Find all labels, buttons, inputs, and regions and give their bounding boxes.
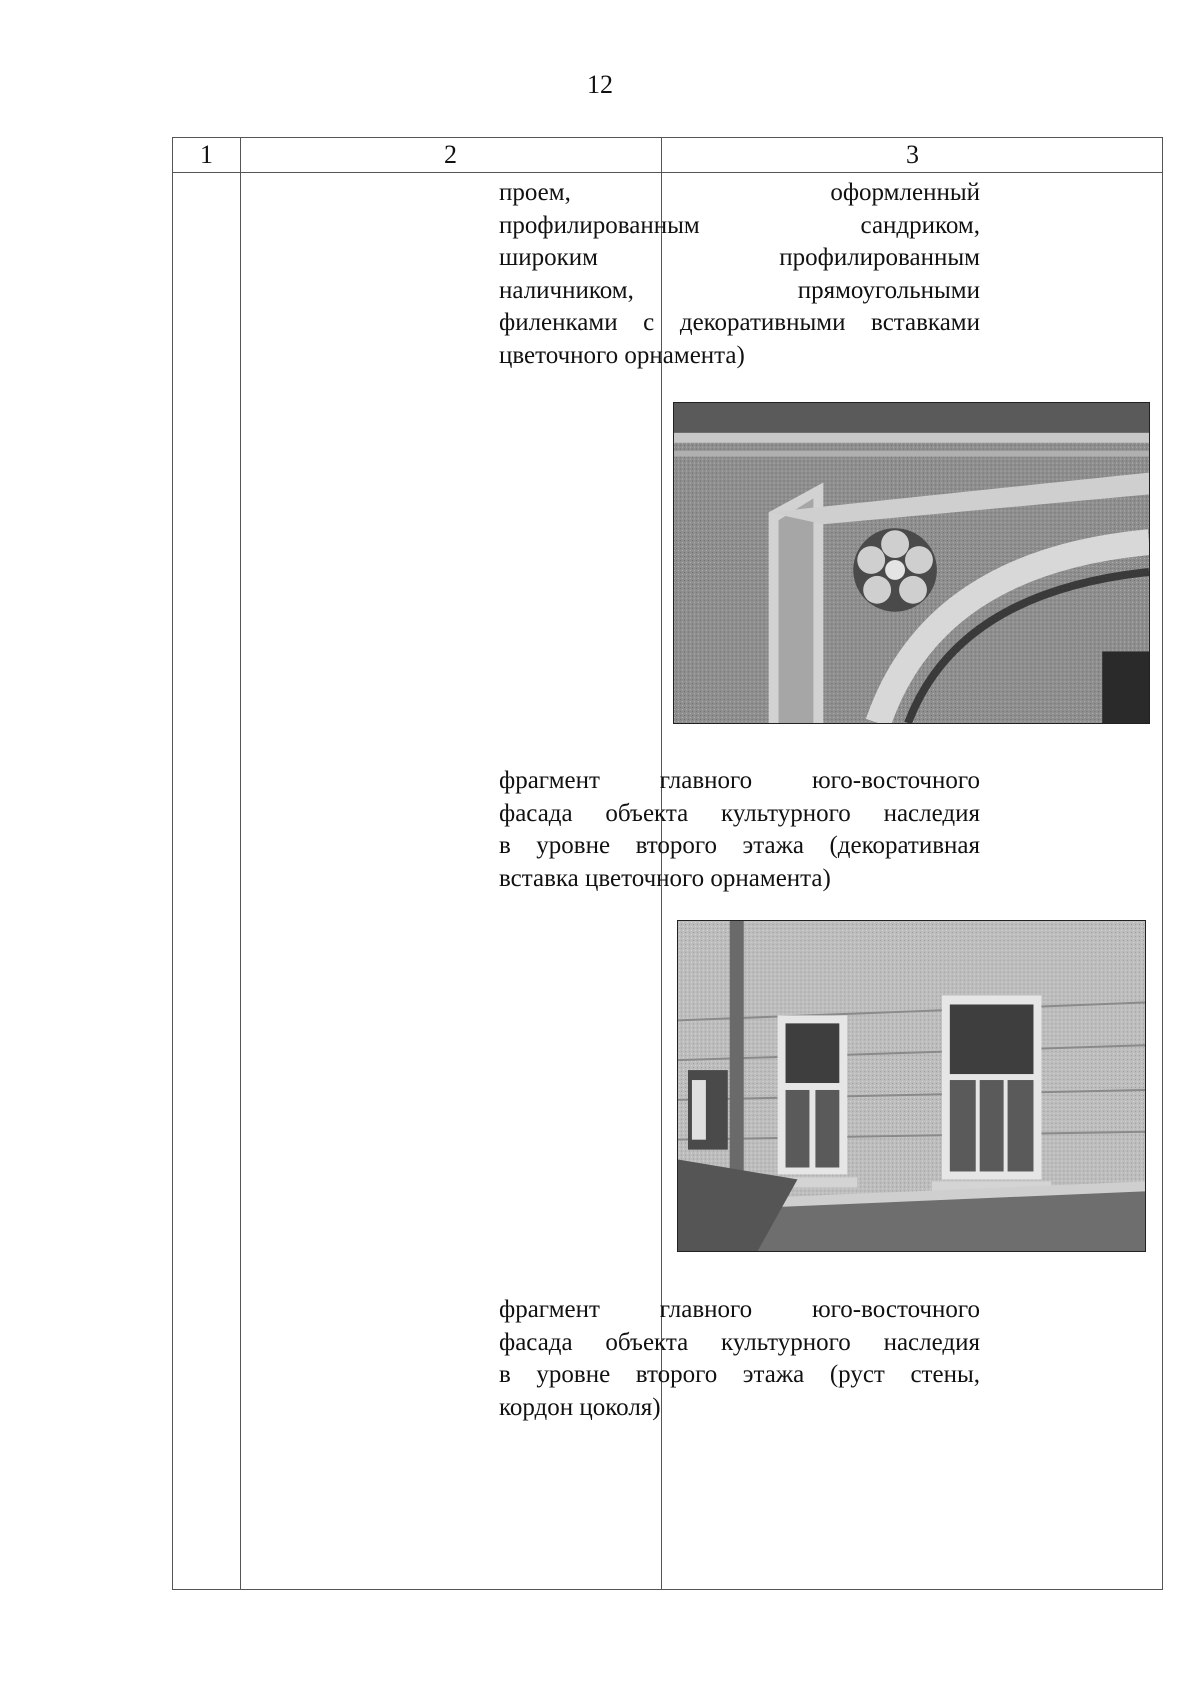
text-line: фасада объекта культурного наследия [499,799,980,827]
text-line: в уровне второго этажа (руст стены, [499,1361,980,1388]
text-line: филенками с декоративными вставками [499,309,980,336]
text-line: кордон цоколя) [499,1393,661,1421]
photo-caption-2 [499,1294,980,1424]
text-line: фасада объекта культурного наследия [499,1328,980,1356]
column-header-1: 1 [200,140,213,169]
photo-caption-1 [499,765,980,895]
facade-ornament-photo [673,402,1150,724]
text-line: наличником, прямоугольными [499,276,980,304]
text-line: проем, оформленный [499,179,980,206]
text-line: фрагмент главного юго-восточного [499,767,980,794]
facade-fragment-windows-photo-icon [678,921,1145,1251]
facade-fragment-floral-ornament-photo-icon [674,403,1149,723]
text-line: профилированным сандриком, [499,211,980,239]
text-line: в уровне второго этажа (декоративная [499,832,980,859]
description-paragraph [499,177,980,372]
text-line: фрагмент главного юго-восточного [499,1296,980,1323]
text-line: широким профилированным [499,244,980,271]
column-header-3: 3 [906,140,919,169]
page-number: 12 [587,70,613,99]
header-divider [173,172,1162,173]
text-line: вставка цветочного орнамента) [499,864,831,892]
column-divider [240,138,241,1589]
text-line: цветочного орнамента) [499,341,745,369]
column-header-2: 2 [444,140,457,169]
facade-windows-photo [677,920,1146,1252]
